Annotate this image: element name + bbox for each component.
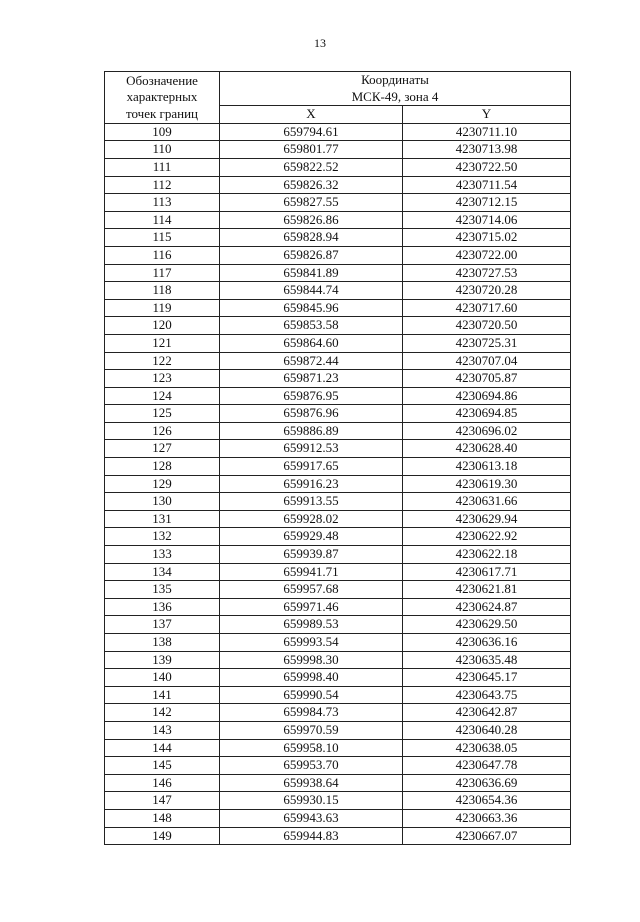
table-row <box>105 686 571 704</box>
y-coordinate-cell: 4230628.40 <box>403 440 571 458</box>
point-number-cell: 112 <box>105 176 220 194</box>
table-row <box>105 721 571 739</box>
x-coordinate-cell: 659826.32 <box>220 176 403 194</box>
y-coordinate-cell: 4230631.66 <box>403 493 571 511</box>
header-line: МСК-49, зона 4 <box>351 88 439 104</box>
x-coordinate-cell: 659876.96 <box>220 405 403 423</box>
x-coordinate-cell: 659989.53 <box>220 616 403 634</box>
x-coordinate-cell: 659826.87 <box>220 246 403 264</box>
point-number-cell: 110 <box>105 141 220 159</box>
point-number-cell: 114 <box>105 211 220 229</box>
point-number-cell: 132 <box>105 528 220 546</box>
x-coordinate-cell: 659801.77 <box>220 141 403 159</box>
x-coordinate-cell: 659794.61 <box>220 123 403 141</box>
y-coordinate-cell: 4230643.75 <box>403 686 571 704</box>
x-coordinate-cell: 659998.30 <box>220 651 403 669</box>
y-coordinate-cell: 4230645.17 <box>403 669 571 687</box>
x-coordinate-cell: 659953.70 <box>220 757 403 775</box>
point-number-cell: 111 <box>105 158 220 176</box>
y-coordinate-cell: 4230622.18 <box>403 546 571 564</box>
table-row <box>105 176 571 194</box>
y-coordinate-cell: 4230694.86 <box>403 387 571 405</box>
y-coordinate-cell: 4230712.15 <box>403 194 571 212</box>
table-row <box>105 669 571 687</box>
table-row <box>105 440 571 458</box>
table-row <box>105 809 571 827</box>
header-line: точек границ <box>125 105 199 121</box>
point-number-cell: 148 <box>105 809 220 827</box>
y-coordinate-cell: 4230636.69 <box>403 774 571 792</box>
y-coordinate-cell: 4230624.87 <box>403 598 571 616</box>
x-coordinate-cell: 659928.02 <box>220 510 403 528</box>
point-number-cell: 149 <box>105 827 220 845</box>
y-coordinate-cell: 4230619.30 <box>403 475 571 493</box>
table-row <box>105 563 571 581</box>
table-row <box>105 370 571 388</box>
y-coordinate-cell: 4230717.60 <box>403 299 571 317</box>
table-row <box>105 792 571 810</box>
x-coordinate-cell: 659990.54 <box>220 686 403 704</box>
y-coordinate-cell: 4230640.28 <box>403 721 571 739</box>
table-row <box>105 528 571 546</box>
x-coordinate-cell: 659971.46 <box>220 598 403 616</box>
y-coordinate-cell: 4230713.98 <box>403 141 571 159</box>
x-coordinate-cell: 659944.83 <box>220 827 403 845</box>
y-coordinate-cell: 4230722.00 <box>403 246 571 264</box>
y-coordinate-cell: 4230663.36 <box>403 809 571 827</box>
y-coordinate-cell: 4230694.85 <box>403 405 571 423</box>
point-number-cell: 120 <box>105 317 220 335</box>
x-coordinate-cell: 659930.15 <box>220 792 403 810</box>
y-column-header: Y <box>403 106 571 124</box>
point-number-cell: 136 <box>105 598 220 616</box>
x-coordinate-cell: 659912.53 <box>220 440 403 458</box>
x-coordinate-cell: 659998.40 <box>220 669 403 687</box>
y-coordinate-cell: 4230629.94 <box>403 510 571 528</box>
y-coordinate-cell: 4230622.92 <box>403 528 571 546</box>
point-number-cell: 137 <box>105 616 220 634</box>
y-coordinate-cell: 4230715.02 <box>403 229 571 247</box>
y-coordinate-cell: 4230705.87 <box>403 370 571 388</box>
table-row <box>105 827 571 845</box>
y-coordinate-cell: 4230621.81 <box>403 581 571 599</box>
table-row <box>105 229 571 247</box>
point-number-cell: 146 <box>105 774 220 792</box>
point-number-cell: 118 <box>105 282 220 300</box>
table-row <box>105 282 571 300</box>
y-coordinate-cell: 4230636.16 <box>403 634 571 652</box>
point-number-cell: 116 <box>105 246 220 264</box>
table-row <box>105 704 571 722</box>
point-number-cell: 142 <box>105 704 220 722</box>
point-number-cell: 117 <box>105 264 220 282</box>
x-column-header: X <box>220 106 403 124</box>
x-coordinate-cell: 659913.55 <box>220 493 403 511</box>
point-number-cell: 123 <box>105 370 220 388</box>
table-row <box>105 158 571 176</box>
y-coordinate-cell: 4230638.05 <box>403 739 571 757</box>
table-row <box>105 546 571 564</box>
table-row <box>105 123 571 141</box>
table-row <box>105 598 571 616</box>
table-row <box>105 141 571 159</box>
table-row <box>105 246 571 264</box>
table-row <box>105 616 571 634</box>
table-row <box>105 194 571 212</box>
x-coordinate-cell: 659886.89 <box>220 422 403 440</box>
y-coordinate-cell: 4230654.36 <box>403 792 571 810</box>
table-row <box>105 757 571 775</box>
table-row <box>105 299 571 317</box>
x-coordinate-cell: 659845.96 <box>220 299 403 317</box>
point-designation-header <box>105 72 220 124</box>
point-number-cell: 133 <box>105 546 220 564</box>
y-coordinate-cell: 4230629.50 <box>403 616 571 634</box>
y-coordinate-cell: 4230714.06 <box>403 211 571 229</box>
point-number-cell: 119 <box>105 299 220 317</box>
y-coordinate-cell: 4230727.53 <box>403 264 571 282</box>
x-coordinate-cell: 659941.71 <box>220 563 403 581</box>
point-number-cell: 138 <box>105 634 220 652</box>
point-number-cell: 109 <box>105 123 220 141</box>
header-line: Координаты <box>361 72 429 87</box>
x-coordinate-cell: 659917.65 <box>220 458 403 476</box>
table-row <box>105 458 571 476</box>
table-row <box>105 581 571 599</box>
point-number-cell: 129 <box>105 475 220 493</box>
point-number-cell: 126 <box>105 422 220 440</box>
point-number-cell: 143 <box>105 721 220 739</box>
x-coordinate-cell: 659826.86 <box>220 211 403 229</box>
point-number-cell: 144 <box>105 739 220 757</box>
header-line: Обозначение <box>126 72 198 88</box>
table-row <box>105 774 571 792</box>
x-coordinate-cell: 659916.23 <box>220 475 403 493</box>
point-number-cell: 147 <box>105 792 220 810</box>
point-number-cell: 127 <box>105 440 220 458</box>
x-coordinate-cell: 659841.89 <box>220 264 403 282</box>
x-coordinate-cell: 659939.87 <box>220 546 403 564</box>
y-coordinate-cell: 4230617.71 <box>403 563 571 581</box>
page-number: 13 <box>314 36 326 50</box>
table-row <box>105 334 571 352</box>
x-coordinate-cell: 659876.95 <box>220 387 403 405</box>
point-number-cell: 128 <box>105 458 220 476</box>
table-header <box>105 72 571 124</box>
table-row <box>105 651 571 669</box>
x-coordinate-cell: 659938.64 <box>220 774 403 792</box>
x-coordinate-cell: 659872.44 <box>220 352 403 370</box>
table-row <box>105 264 571 282</box>
table-row <box>105 510 571 528</box>
point-number-cell: 145 <box>105 757 220 775</box>
header-line: характерных <box>126 89 198 105</box>
table-body <box>105 123 571 844</box>
y-coordinate-cell: 4230613.18 <box>403 458 571 476</box>
coordinates-table <box>104 71 571 845</box>
table-row <box>105 493 571 511</box>
x-coordinate-cell: 659958.10 <box>220 739 403 757</box>
y-coordinate-cell: 4230722.50 <box>403 158 571 176</box>
table-row <box>105 405 571 423</box>
y-coordinate-cell: 4230696.02 <box>403 422 571 440</box>
x-coordinate-cell: 659943.63 <box>220 809 403 827</box>
y-coordinate-cell: 4230720.28 <box>403 282 571 300</box>
point-number-cell: 115 <box>105 229 220 247</box>
x-coordinate-cell: 659993.54 <box>220 634 403 652</box>
point-number-cell: 122 <box>105 352 220 370</box>
x-coordinate-cell: 659970.59 <box>220 721 403 739</box>
y-coordinate-cell: 4230635.48 <box>403 651 571 669</box>
table-row <box>105 211 571 229</box>
table-row <box>105 634 571 652</box>
y-coordinate-cell: 4230707.04 <box>403 352 571 370</box>
x-coordinate-cell: 659871.23 <box>220 370 403 388</box>
table-row <box>105 352 571 370</box>
y-coordinate-cell: 4230642.87 <box>403 704 571 722</box>
x-coordinate-cell: 659827.55 <box>220 194 403 212</box>
x-coordinate-cell: 659822.52 <box>220 158 403 176</box>
y-coordinate-cell: 4230725.31 <box>403 334 571 352</box>
point-number-cell: 135 <box>105 581 220 599</box>
table-row <box>105 317 571 335</box>
table-row <box>105 422 571 440</box>
point-number-cell: 121 <box>105 334 220 352</box>
point-number-cell: 113 <box>105 194 220 212</box>
table-row <box>105 739 571 757</box>
point-number-cell: 139 <box>105 651 220 669</box>
point-number-cell: 124 <box>105 387 220 405</box>
x-coordinate-cell: 659864.60 <box>220 334 403 352</box>
y-coordinate-cell: 4230711.54 <box>403 176 571 194</box>
table-row <box>105 387 571 405</box>
y-coordinate-cell: 4230711.10 <box>403 123 571 141</box>
table-row <box>105 475 571 493</box>
point-number-cell: 131 <box>105 510 220 528</box>
coordinates-header <box>220 72 571 106</box>
x-coordinate-cell: 659929.48 <box>220 528 403 546</box>
point-number-cell: 140 <box>105 669 220 687</box>
x-coordinate-cell: 659828.94 <box>220 229 403 247</box>
y-coordinate-cell: 4230720.50 <box>403 317 571 335</box>
y-coordinate-cell: 4230667.07 <box>403 827 571 845</box>
point-number-cell: 130 <box>105 493 220 511</box>
point-number-cell: 134 <box>105 563 220 581</box>
point-number-cell: 141 <box>105 686 220 704</box>
x-coordinate-cell: 659957.68 <box>220 581 403 599</box>
point-number-cell: 125 <box>105 405 220 423</box>
y-coordinate-cell: 4230647.78 <box>403 757 571 775</box>
x-coordinate-cell: 659844.74 <box>220 282 403 300</box>
x-coordinate-cell: 659853.58 <box>220 317 403 335</box>
x-coordinate-cell: 659984.73 <box>220 704 403 722</box>
